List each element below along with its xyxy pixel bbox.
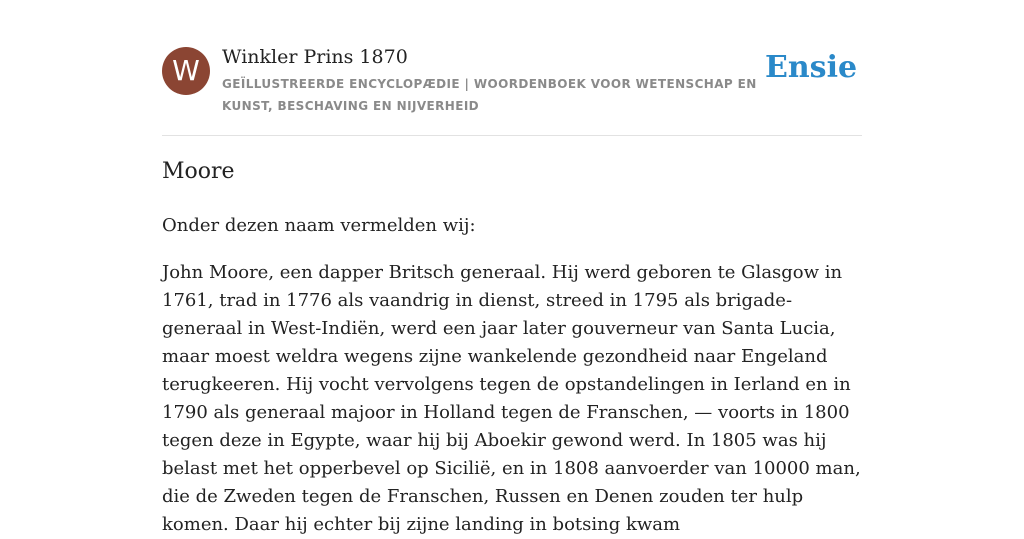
source-title[interactable]: Winkler Prins 1870 [222, 46, 408, 68]
entry-title: Moore [162, 159, 235, 184]
source-header [162, 0, 862, 136]
content-container [162, 0, 862, 535]
entry-body: John Moore, een dapper Britsch generaal. Hij werd geboren te Glasgow in 1761, trad in 1776 als vaandrig in dienst, streed in 1795 als brigade-generaal in West-Indiën, werd een jaar later gouverneur van Santa Lucia, maar moest weldra wegens zijne wankelende gezondheid naar Engeland terugkeeren. Hij vocht vervolgens tegen de opstandelingen in Ierland en in 1790 als generaal majoor in Holland tegen de Franschen, — voorts in 1800 tegen deze in Egypte, waar hij bij Aboekir gewond werd. In 1805 was hij belast met het opperbevel op Sicilië, en in 1808 aanvoerder van 10000 man, die de Zweden tegen de Franschen, Russen en Denen zouden ter hulp komen. Daar hij echter bij zijne landing in botsing kwam [162, 262, 861, 535]
entry-intro: Onder dezen naam vermelden wij: [162, 215, 476, 236]
ensie-logo[interactable]: Ensie [765, 50, 858, 85]
source-avatar[interactable]: W [162, 47, 210, 95]
source-subtitle: GEÏLLUSTREERDE ENCYCLOPÆDIE | WOORDENBOEK VOOR WETENSCHAP EN KUNST, BESCHAVING EN NIJVERHEID [222, 77, 757, 113]
